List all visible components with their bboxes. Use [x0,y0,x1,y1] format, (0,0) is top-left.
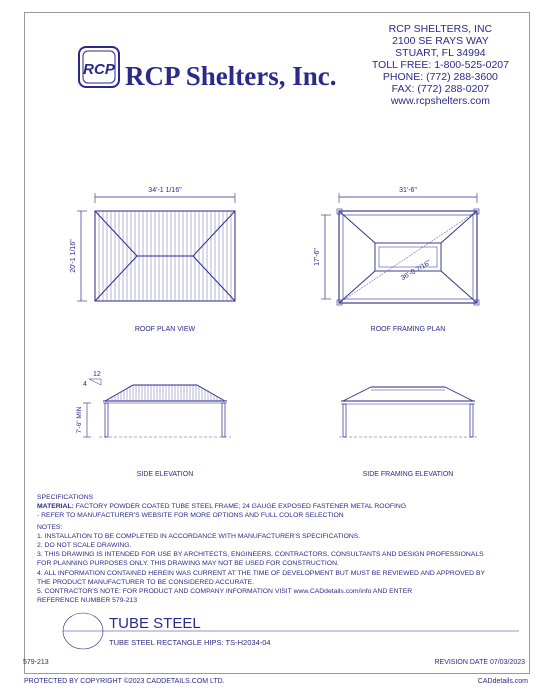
side-elevation-label: SIDE ELEVATION [136,471,194,478]
title-text: TUBE STEEL [109,615,201,632]
caddetails-brand: CADdetails.com [477,678,528,685]
contact-line: STUART, FL 34994 [395,47,486,59]
spec-material [37,502,507,511]
drawing-sheet [24,12,530,674]
drawings-area [25,173,529,483]
material-label: MATERIAL: [37,503,74,511]
logo-mark-text: RCP [83,61,115,78]
notes-heading: NOTES: [37,523,63,531]
contact-line: www.rcpshelters.com [390,95,491,107]
framing-width-dim: 31'-6" [399,187,417,194]
roof-plan-width-dim: 34'-1 1/16" [148,187,182,194]
elevation-height-dim: 7'-6" MIN [76,406,83,434]
roof-plan-height-dim: 20'-1 1/16" [70,239,77,273]
contact-line: PHONE: (772) 288-3600 [382,71,498,83]
company-contact [372,23,509,107]
contact-line: FAX: (772) 288-0207 [391,83,490,95]
pitch-rise: 4 [83,381,87,388]
side-elevation [76,371,231,478]
material-text: FACTORY POWDER COATED TUBE STEEL FRAME; 24 GAUGE EXPOSED FASTENER METAL ROOFING [75,503,407,511]
note-line: 4. ALL INFORMATION CONTAINED HEREIN WAS CURRENT AT THE TIME OF DEVELOPMENT BUT MUST BE REVIEWED AND APPROVED BY [37,569,486,577]
contact-line: 2100 SE RAYS WAY [392,35,489,47]
roof-plan-view [70,187,235,333]
note-line: FOR PLANNING PURPOSES ONLY. THIS DRAWING MAY NOT BE USED FOR CONSTRUCTION. [37,560,339,568]
note-line: 1. INSTALLATION TO BE COMPLETED IN ACCORDANCE WITH MANUFACTURER'S SPECIFICATIONS. [37,532,361,540]
note-line: 3. THIS DRAWING IS INTENDED FOR USE BY ARCHITECTS, ENGINEERS, CONTRACTORS, CONSULTANTS AND DESIGN PROFESSIONALS [37,551,484,559]
contact-line: RCP SHELTERS, INC [388,23,493,35]
roof-framing-plan [314,187,479,333]
rcp-logo-icon [77,45,121,89]
spec-heading: SPECIFICATIONS [37,494,94,501]
roof-plan-label: ROOF PLAN VIEW [134,326,196,333]
revision-date: REVISION DATE 07/03/2023 [434,659,525,666]
spec-notes-block [37,493,507,605]
company-logo-text: RCP Shelters, Inc. [125,61,337,91]
roof-framing-label: ROOF FRAMING PLAN [370,326,446,333]
side-framing-label: SIDE FRAMING ELEVATION [362,471,454,478]
pitch-run: 12 [93,371,101,378]
framing-diag-dim: 36'-0 7/16" [400,259,433,283]
framing-height-dim: 17'-6" [314,248,321,266]
note-line: 2. DO NOT SCALE DRAWING. [37,542,132,550]
note-line: 5. CONTRACTOR'S NOTE: FOR PRODUCT AND COMPANY INFORMATION VISIT www.CADdetails.com/info AND ENTER [37,588,413,596]
contact-line: TOLL FREE: 1-800-525-0207 [371,59,509,71]
note-line: REFERENCE NUMBER 579-213 [37,597,138,605]
side-framing-elevation [339,387,477,478]
copyright-text: PROTECTED BY COPYRIGHT ©2023 CADDETAILS.COM LTD. [24,678,225,685]
ref-number: 579-213 [23,659,49,666]
note-line: THE PRODUCT MANUFACTURER TO BE CONSIDERED ACCURATE. [37,578,255,586]
spec-refer: - REFER TO MANUFACTURER'S WEBSITE FOR MORE OPTIONS AND FULL COLOR SELECTION [37,512,344,520]
subtitle-text: TUBE STEEL RECTANGLE HIPS: TS-H2034-04 [109,638,271,647]
